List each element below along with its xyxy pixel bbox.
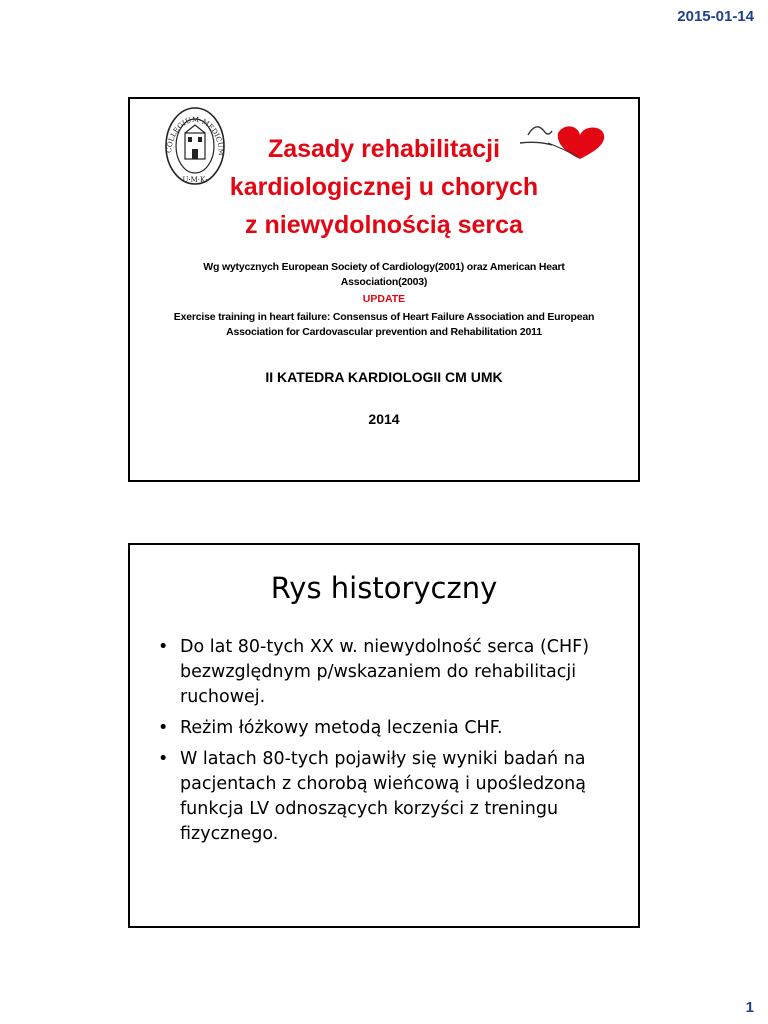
slide-2-title: Rys historyczny [270, 571, 498, 605]
bullet-icon: • [158, 749, 169, 769]
list-item [152, 716, 620, 741]
svg-text:COLLEGIUM MEDICUM: COLLEGIUM MEDICUM [164, 115, 226, 156]
title-line: z niewydolnością serca [245, 211, 523, 239]
list-item [152, 747, 620, 847]
guidelines-line: Wg wytycznych European Society of Cardiology(2001) oraz American Heart [203, 261, 565, 273]
list-item [152, 635, 620, 710]
bullet-text: Do lat 80-tych XX w. niewydolność serca (CHF) bezwzględnym p/wskazaniem do rehabilitacji ruchowej. [180, 637, 590, 707]
slide-1-title [130, 130, 638, 244]
print-date: 2015-01-14 [677, 8, 754, 25]
slide-1 [128, 97, 640, 482]
bullet-icon: • [158, 718, 169, 738]
year: 2014 [368, 411, 400, 427]
exercise-line: Association for Cardovascular prevention and Rehabilitation 2011 [226, 326, 542, 338]
bullet-text: Reżim łóżkowy metodą leczenia CHF. [180, 718, 503, 738]
svg-text:U·M·K·: U·M·K· [182, 176, 208, 184]
page-number: 1 [745, 999, 754, 1016]
exercise-line: Exercise training in heart failure: Consensus of Heart Failure Association and European [173, 311, 595, 323]
guidelines-line: Association(2003) [340, 276, 428, 288]
title-line: Zasady rehabilitacji [267, 135, 501, 163]
update-label: UPDATE [362, 293, 406, 305]
slide-2 [128, 543, 640, 928]
bullet-text: W latach 80-tych pojawiły się wyniki badań na pacjentach z chorobą wieńcową i upośledzoną funkcja LV odnoszących korzyści z treningu fizycznego. [180, 749, 586, 844]
department-name: II KATEDRA KARDIOLOGII CM UMK [265, 369, 503, 385]
guidelines-text [140, 260, 628, 290]
bullet-list [152, 635, 620, 853]
exercise-reference [140, 310, 628, 340]
title-line: kardiologicznej u chorych [229, 173, 539, 201]
bullet-icon: • [158, 637, 169, 657]
